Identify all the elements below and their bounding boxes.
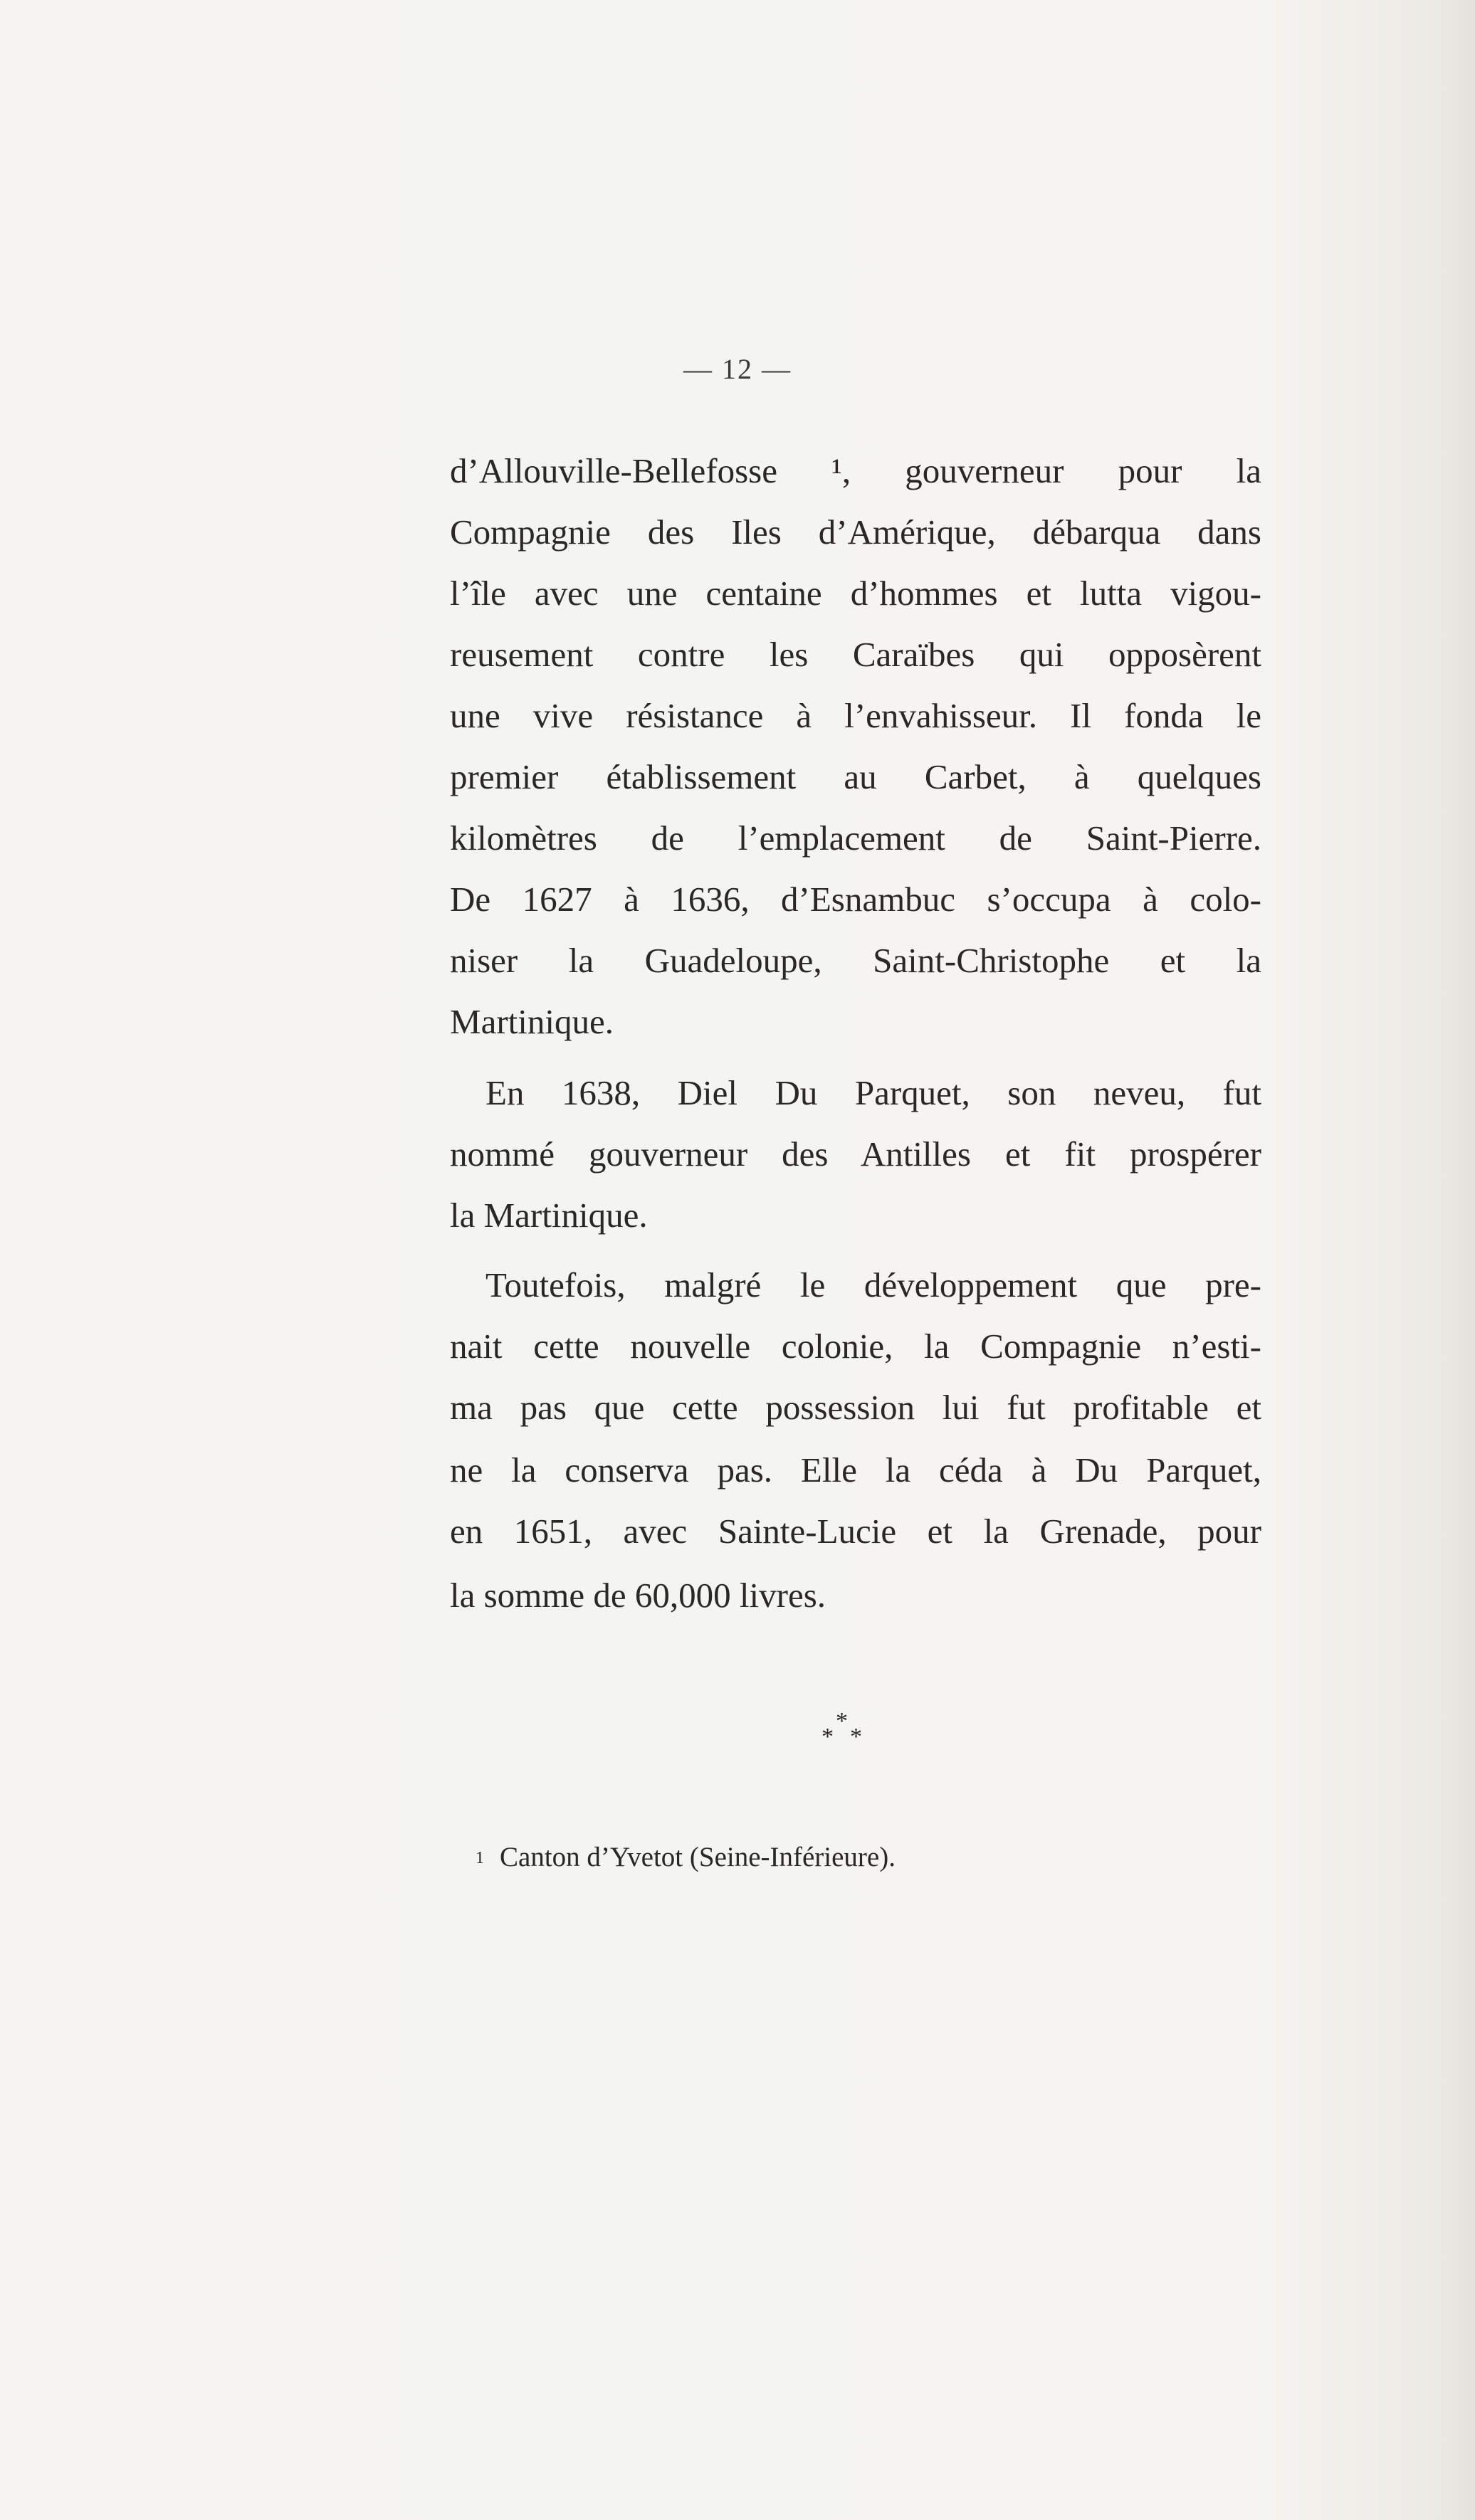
text-line: niser la Guadeloupe, Saint-Christophe et la <box>450 941 1261 980</box>
text-line: la Martinique. <box>450 1196 648 1235</box>
text-line: kilomètres de l’emplacement de Saint-Pierre. <box>450 818 1261 858</box>
text-line: Martinique. <box>450 1002 614 1041</box>
text-line: reusement contre les Caraïbes qui opposèrent <box>450 635 1261 674</box>
footnote <box>476 1843 896 1872</box>
text-line: la somme de 60,000 livres. <box>450 1576 826 1615</box>
text-line: l’île avec une centaine d’hommes et lutta vigou- <box>450 574 1261 613</box>
asterism-divider: * * * <box>822 1708 862 1750</box>
text-line: De 1627 à 1636, d’Esnambuc s’occupa à colo- <box>450 880 1261 919</box>
text-line: nommé gouverneur des Antilles et fit prospérer <box>450 1134 1261 1174</box>
footnote-mark: 1 <box>476 1849 484 1867</box>
text-line: en 1651, avec Sainte-Lucie et la Grenade, pour <box>450 1512 1261 1551</box>
text-line: premier établissement au Carbet, à quelques <box>450 757 1261 796</box>
text-line: Toutefois, malgré le développement que pre- <box>485 1265 1261 1304</box>
text-line: Compagnie des Iles d’Amérique, débarqua dans <box>450 512 1261 552</box>
text-line: ma pas que cette possession lui fut profitable et <box>450 1388 1261 1427</box>
footnote-text: Canton d’Yvetot (Seine-Inférieure). <box>500 1842 896 1872</box>
page-number: — 12 — <box>683 353 792 385</box>
text-line: nait cette nouvelle colonie, la Compagnie n’esti- <box>450 1327 1261 1366</box>
text-line: d’Allouville-Bellefosse ¹, gouverneur pour la <box>450 451 1261 490</box>
text-line: une vive résistance à l’envahisseur. Il fonda le <box>450 696 1261 735</box>
text-line: En 1638, Diel Du Parquet, son neveu, fut <box>485 1073 1261 1112</box>
text-line: ne la conserva pas. Elle la céda à Du Parquet, <box>450 1450 1261 1490</box>
